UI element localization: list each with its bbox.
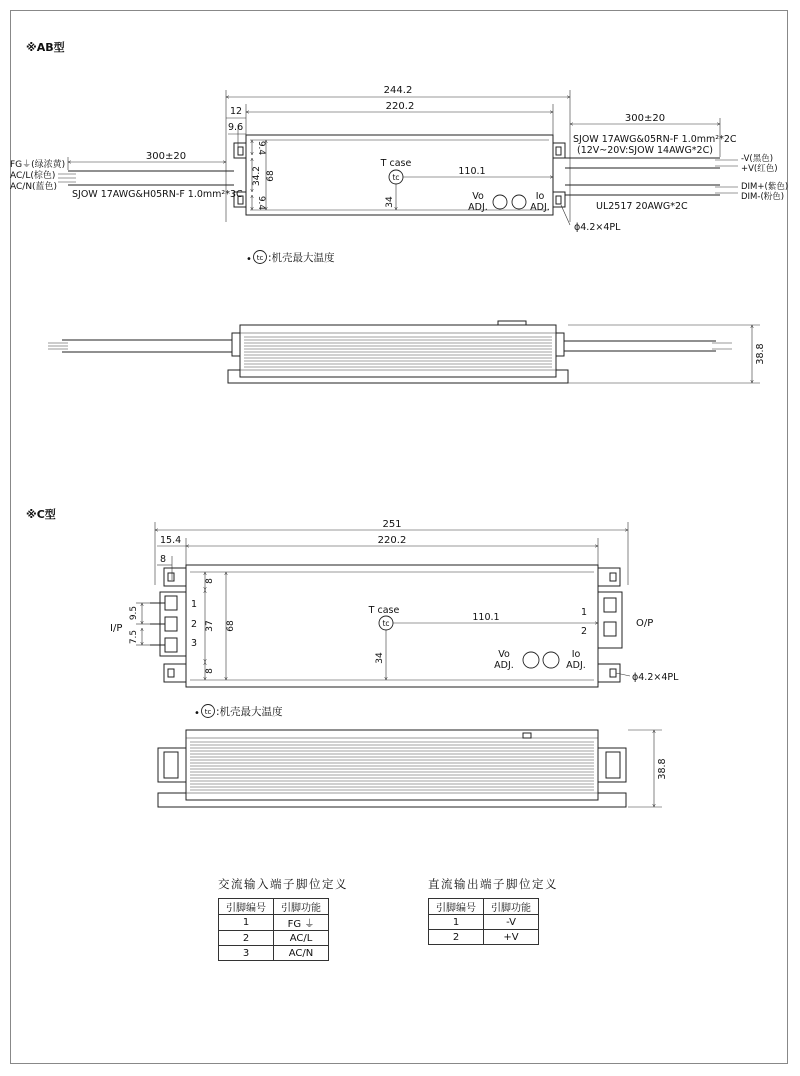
ab-vo-adj: ADJ. bbox=[468, 202, 488, 213]
c-dim-15-4: 15.4 bbox=[160, 535, 182, 546]
ab-label-acn: AC/N(蓝色) bbox=[10, 182, 58, 192]
c-op-label: O/P bbox=[636, 618, 654, 629]
ab-label-fg: FG⏚(绿浓黄) bbox=[10, 160, 66, 170]
ab-input-cable-spec: SJOW 17AWG&H05RN-F 1.0mm²*3C bbox=[72, 189, 243, 200]
c-dim-68: 68 bbox=[226, 620, 236, 632]
ab-dim-34: 34 bbox=[385, 196, 395, 208]
c-dim-110-1: 110.1 bbox=[472, 612, 500, 623]
ab-vo-label: Vo bbox=[472, 191, 484, 202]
dc-row-1-func: -V bbox=[484, 915, 539, 930]
ab-dim-total: 244.2 bbox=[383, 85, 413, 96]
ab-dim-9-4-bot: 9.4 bbox=[256, 195, 266, 211]
dc-output-table bbox=[428, 876, 558, 945]
table-row bbox=[429, 930, 539, 945]
ab-tc-note bbox=[246, 251, 335, 266]
ab-label-vminus: -V(黑色) bbox=[741, 154, 774, 164]
ab-io-adj: ADJ. bbox=[530, 202, 550, 213]
table-row bbox=[429, 915, 539, 930]
c-tc-symbol: tc bbox=[382, 619, 390, 628]
ac-header-pin-no: 引脚编号 bbox=[219, 899, 274, 915]
ac-row-2-func: AC/L bbox=[274, 931, 329, 946]
dc-header-pin-func: 引脚功能 bbox=[484, 899, 539, 915]
c-pin3: 3 bbox=[190, 638, 198, 649]
ab-hole-spec: ϕ4.2×4PL bbox=[574, 222, 621, 233]
c-side-view bbox=[158, 730, 668, 807]
c-dim-body: 220.2 bbox=[377, 535, 407, 546]
c-hole-spec: ϕ4.2×4PL bbox=[632, 672, 679, 683]
dc-row-2-pin: 2 bbox=[429, 930, 484, 945]
ab-dim-body: 220.2 bbox=[385, 101, 415, 112]
ab-label-vplus: +V(红色) bbox=[741, 164, 778, 174]
c-io-adj: ADJ. bbox=[566, 660, 586, 671]
c-section-title: ※C型 bbox=[26, 508, 56, 521]
c-out1: 1 bbox=[580, 607, 588, 618]
ab-side-view bbox=[48, 321, 766, 383]
c-ip-label: I/P bbox=[110, 623, 123, 634]
ac-table-title: 交流输入端子脚位定义 bbox=[218, 877, 348, 891]
ab-label-dimminus: DIM-(粉色) bbox=[741, 192, 785, 202]
c-dim-37: 37 bbox=[205, 620, 215, 632]
c-tc-note bbox=[194, 705, 283, 720]
ab-label-dimplus: DIM+(紫色) bbox=[741, 182, 789, 192]
ac-pin-table bbox=[218, 898, 329, 961]
ab-dim-9-6: 9.6 bbox=[228, 122, 244, 133]
ab-dim-wire-out: 300±20 bbox=[624, 113, 666, 124]
dc-row-2-func: +V bbox=[484, 930, 539, 945]
ab-tc-symbol: tc bbox=[392, 173, 400, 182]
ab-tcase-label: T case bbox=[380, 158, 412, 169]
ab-section-title: ※AB型 bbox=[26, 41, 65, 54]
c-dim-total: 251 bbox=[382, 519, 402, 530]
c-vo-label: Vo bbox=[498, 649, 510, 660]
c-pin1: 1 bbox=[190, 599, 198, 610]
c-dim-7-5: 7.5 bbox=[129, 629, 139, 645]
ab-dim-wire-in: 300±20 bbox=[145, 151, 187, 162]
dc-pin-table bbox=[428, 898, 539, 945]
ab-dim-9-4-top: 9.4 bbox=[256, 140, 266, 156]
ab-tc-note-symbol: tc bbox=[256, 254, 264, 262]
dc-row-1-pin: 1 bbox=[429, 915, 484, 930]
ab-dim-12: 12 bbox=[230, 106, 243, 117]
c-dim-9-5: 9.5 bbox=[129, 605, 139, 621]
ab-output-cable bbox=[561, 113, 788, 233]
svg-text:•: • bbox=[246, 254, 252, 265]
ab-output-cable-spec-1: SJOW 17AWG&05RN-F 1.0mm²*2C bbox=[573, 134, 737, 145]
table-row bbox=[219, 931, 329, 946]
c-dim-34: 34 bbox=[375, 652, 385, 664]
c-dim-8-bot: 8 bbox=[205, 668, 215, 674]
ab-input-cable bbox=[10, 151, 243, 200]
ac-row-2-pin: 2 bbox=[219, 931, 274, 946]
c-tc-note-symbol: tc bbox=[204, 708, 212, 716]
ab-dim-34-2: 34.2 bbox=[252, 165, 262, 187]
c-dim-height: 38.8 bbox=[657, 758, 668, 780]
ac-row-3-func: AC/N bbox=[274, 946, 329, 961]
c-out2: 2 bbox=[580, 626, 588, 637]
c-tcase-label: T case bbox=[368, 605, 400, 616]
ab-tc-note-text: :机壳最大温度 bbox=[268, 252, 335, 264]
table-row bbox=[219, 946, 329, 961]
dc-table-title: 直流输出端子脚位定义 bbox=[428, 877, 558, 891]
dc-header-pin-no: 引脚编号 bbox=[429, 899, 484, 915]
c-dim-8-top: 8 bbox=[205, 578, 215, 584]
table-row bbox=[219, 915, 329, 931]
c-io-label: Io bbox=[571, 649, 581, 660]
ab-dim-cable-spec: UL2517 20AWG*2C bbox=[596, 201, 688, 212]
ab-io-label: Io bbox=[535, 191, 545, 202]
c-vo-adj: ADJ. bbox=[494, 660, 514, 671]
ab-label-acl: AC/L(棕色) bbox=[10, 171, 56, 181]
c-tc-note-text: :机壳最大温度 bbox=[216, 706, 283, 718]
ac-header-pin-func: 引脚功能 bbox=[274, 899, 329, 915]
ab-dim-110-1: 110.1 bbox=[458, 166, 486, 177]
ac-row-1-func: FG ⏚ bbox=[274, 915, 329, 931]
ab-dim-height: 38.8 bbox=[755, 343, 766, 365]
svg-text:•: • bbox=[194, 708, 200, 719]
ab-dim-68: 68 bbox=[266, 170, 276, 182]
ac-input-table bbox=[218, 876, 348, 961]
ac-row-1-pin: 1 bbox=[219, 915, 274, 931]
c-pin2: 2 bbox=[190, 619, 198, 630]
c-dim-8: 8 bbox=[160, 554, 167, 565]
ac-row-3-pin: 3 bbox=[219, 946, 274, 961]
ab-output-cable-spec-2: (12V~20V:SJOW 14AWG*2C) bbox=[577, 145, 713, 156]
